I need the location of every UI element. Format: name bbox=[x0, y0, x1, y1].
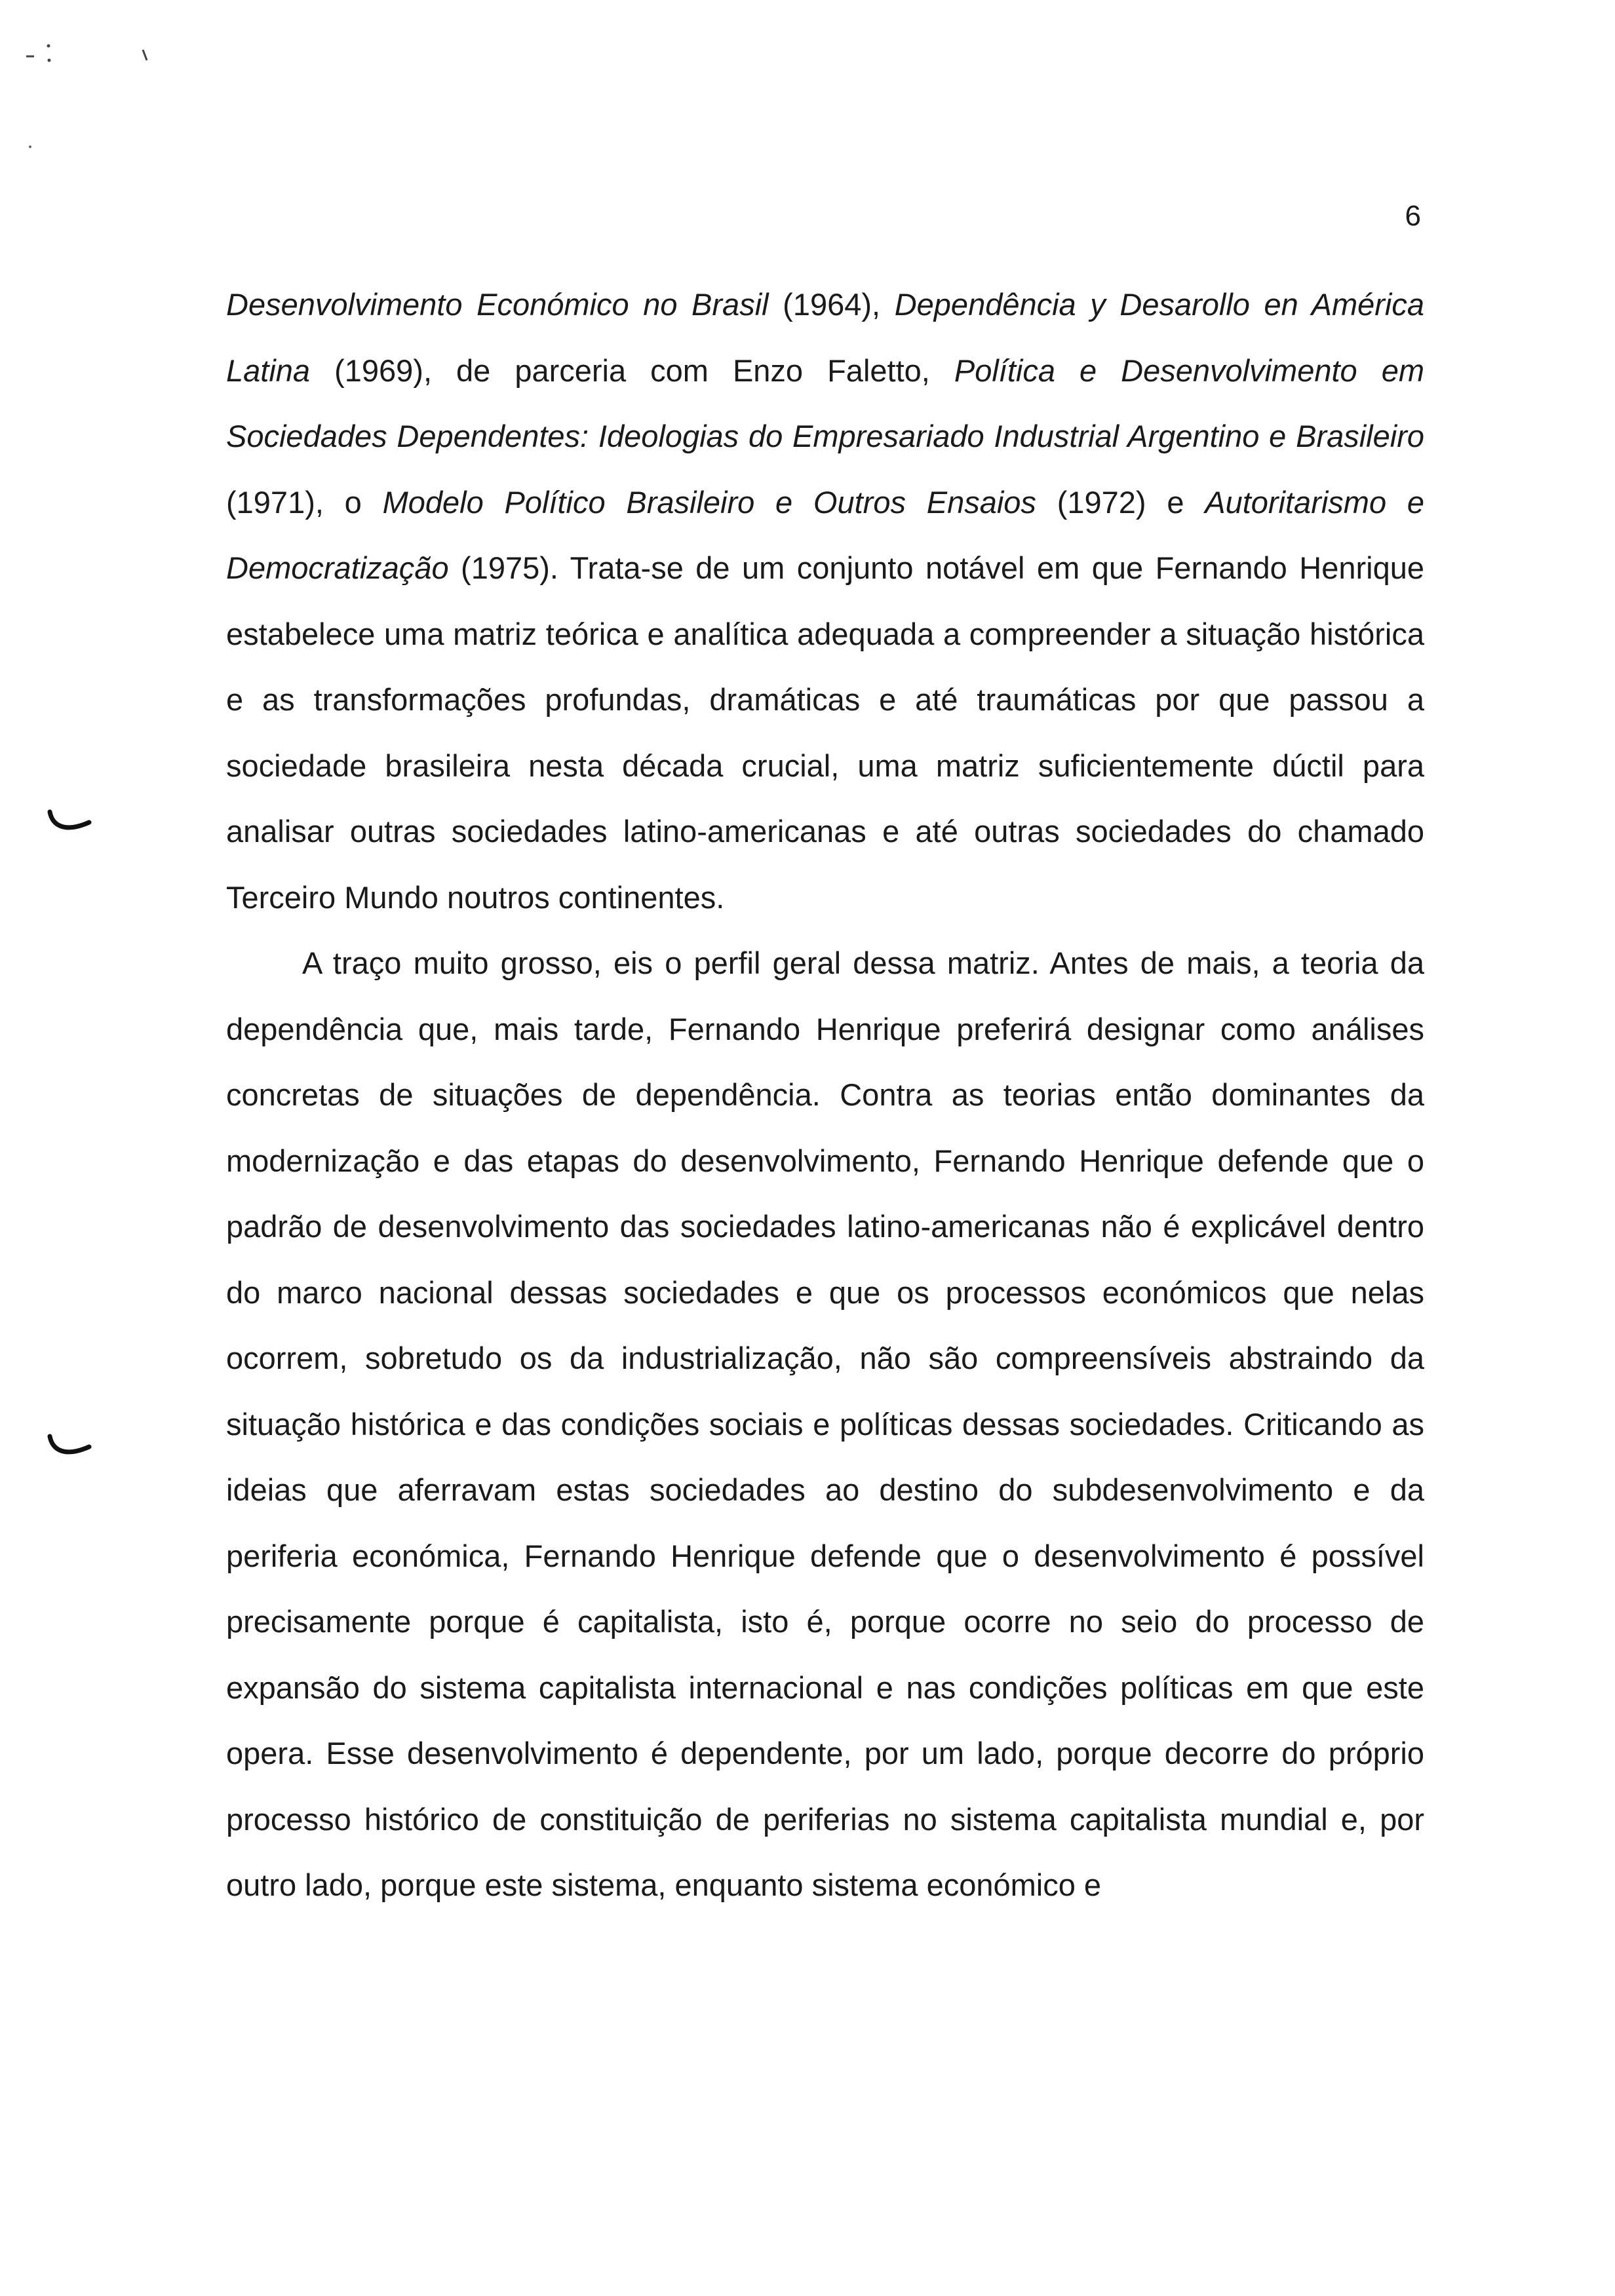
page-number: 6 bbox=[1405, 200, 1421, 232]
book-title-5: Autoritarismo e Democratização bbox=[226, 484, 1424, 585]
text-segment: (1971), o bbox=[226, 484, 383, 520]
scan-speck-marks bbox=[20, 26, 177, 157]
text-segment: (1975). Trata-se de um conjunto notável em que Fernando Henrique estabelece uma matriz teórica e analítica adequada a compreender a situação histórica e as transformações profundas, dramáticas e até traumáticas por que passou a sociedade brasileira nesta década crucial, uma matriz suficientemente dúctil para analisar outras sociedades latino-americanas e até outras sociedades do chamado Terceiro Mundo noutros continentes. bbox=[226, 550, 1424, 915]
book-title-4: Modelo Político Brasileiro e Outros Ensaios bbox=[382, 484, 1036, 520]
text-segment: (1964), bbox=[768, 287, 895, 322]
book-title-1: Desenvolvimento Económico no Brasil bbox=[226, 287, 769, 322]
paragraph-1 bbox=[226, 272, 1424, 930]
book-title-2: Dependência y Desarollo en América Latina bbox=[226, 287, 1425, 388]
body-text bbox=[226, 272, 1424, 1919]
paragraph-2: A traço muito grosso, eis o perfil geral dessa matriz. Antes de mais, a teoria da dependência que, mais tarde, Fernando Henrique preferirá designar como análises concretas de situações de dependência. Contra as teorias então dominantes da modernização e das etapas do desenvolvimento, Fernando Henrique defende que o padrão de desenvolvimento das sociedades latino-americanas não é explicável dentro do marco nacional dessas sociedades e que os processos económicos que nelas ocorrem, sobretudo os da industrialização, não são compreensíveis abstraindo da situação histórica e das condições sociais e políticas dessas sociedades. Criticando as ideias que aferravam estas sociedades ao destino do subdesenvolvimento e da periferia económica, Fernando Henrique defende que o desenvolvimento é possível precisamente porque é capitalista, isto é, porque ocorre no seio do processo de expansão do sistema capitalista internacional e nas condições políticas em que este opera. Esse desenvolvimento é dependente, por um lado, porque decorre do próprio processo histórico de constituição de periferias no sistema capitalista mundial e, por outro lado, porque este sistema, enquanto sistema económico e bbox=[226, 946, 1424, 1902]
margin-check-mark-1 bbox=[46, 809, 93, 835]
margin-check-mark-2 bbox=[46, 1434, 93, 1460]
book-title-3: Política e Desenvolvimento em Sociedades Dependentes: Ideologias do Empresariado Industrial Argentino e Brasileiro bbox=[226, 353, 1424, 453]
text-segment: (1972) e bbox=[1036, 484, 1205, 520]
text-segment: (1969), de parceria com Enzo Faletto, bbox=[310, 353, 954, 388]
